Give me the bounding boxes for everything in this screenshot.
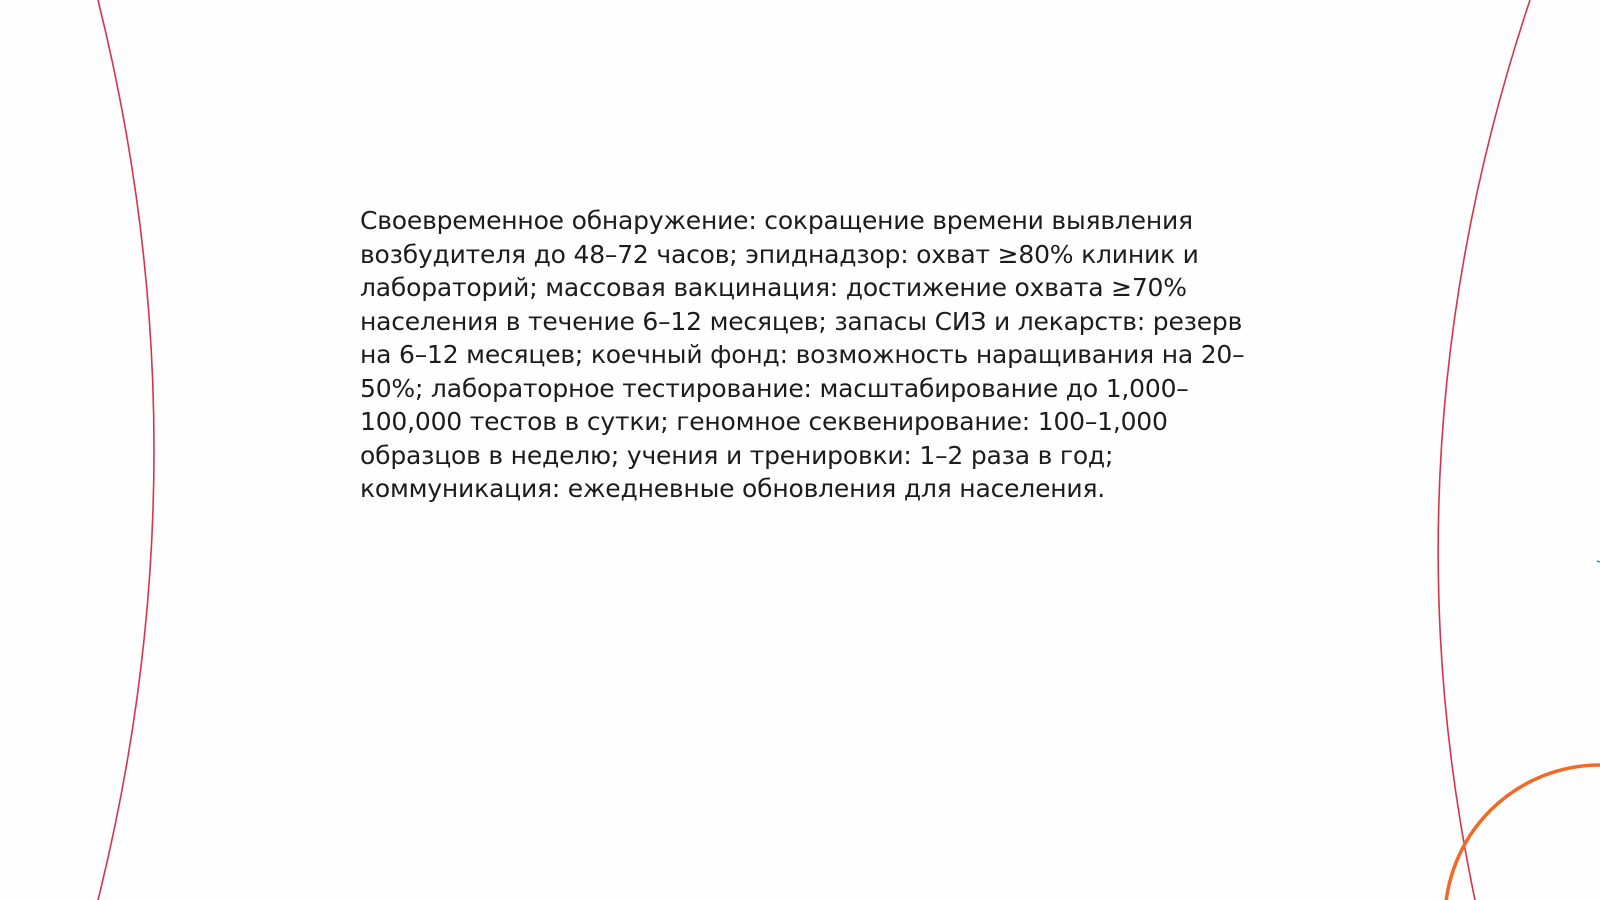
- right-arc-decoration: [1438, 0, 1530, 900]
- slide-body-text: Своевременное обнаружение: сокращение времени выявления возбудителя до 48–72 часов; эпиднадзор: охват ≥80% клиник и лабораторий; массовая вакцинация: достижение охвата ≥70% населения в течение 6–12 месяцев; запасы СИЗ и лекарств: резерв на 6–12 месяцев; коечный фонд: возможность наращивания на 20–50%; лабораторное тестирование: масштабирование до 1,000–100,000 тестов в сутки; геномное секвенирование: 100–1,000 образцов в неделю; учения и тренировки: 1–2 раза в год; коммуникация: ежедневные обновления для населения.: [360, 206, 1245, 503]
- corner-circle-decoration: [1445, 765, 1600, 900]
- left-arc-decoration: [98, 0, 154, 900]
